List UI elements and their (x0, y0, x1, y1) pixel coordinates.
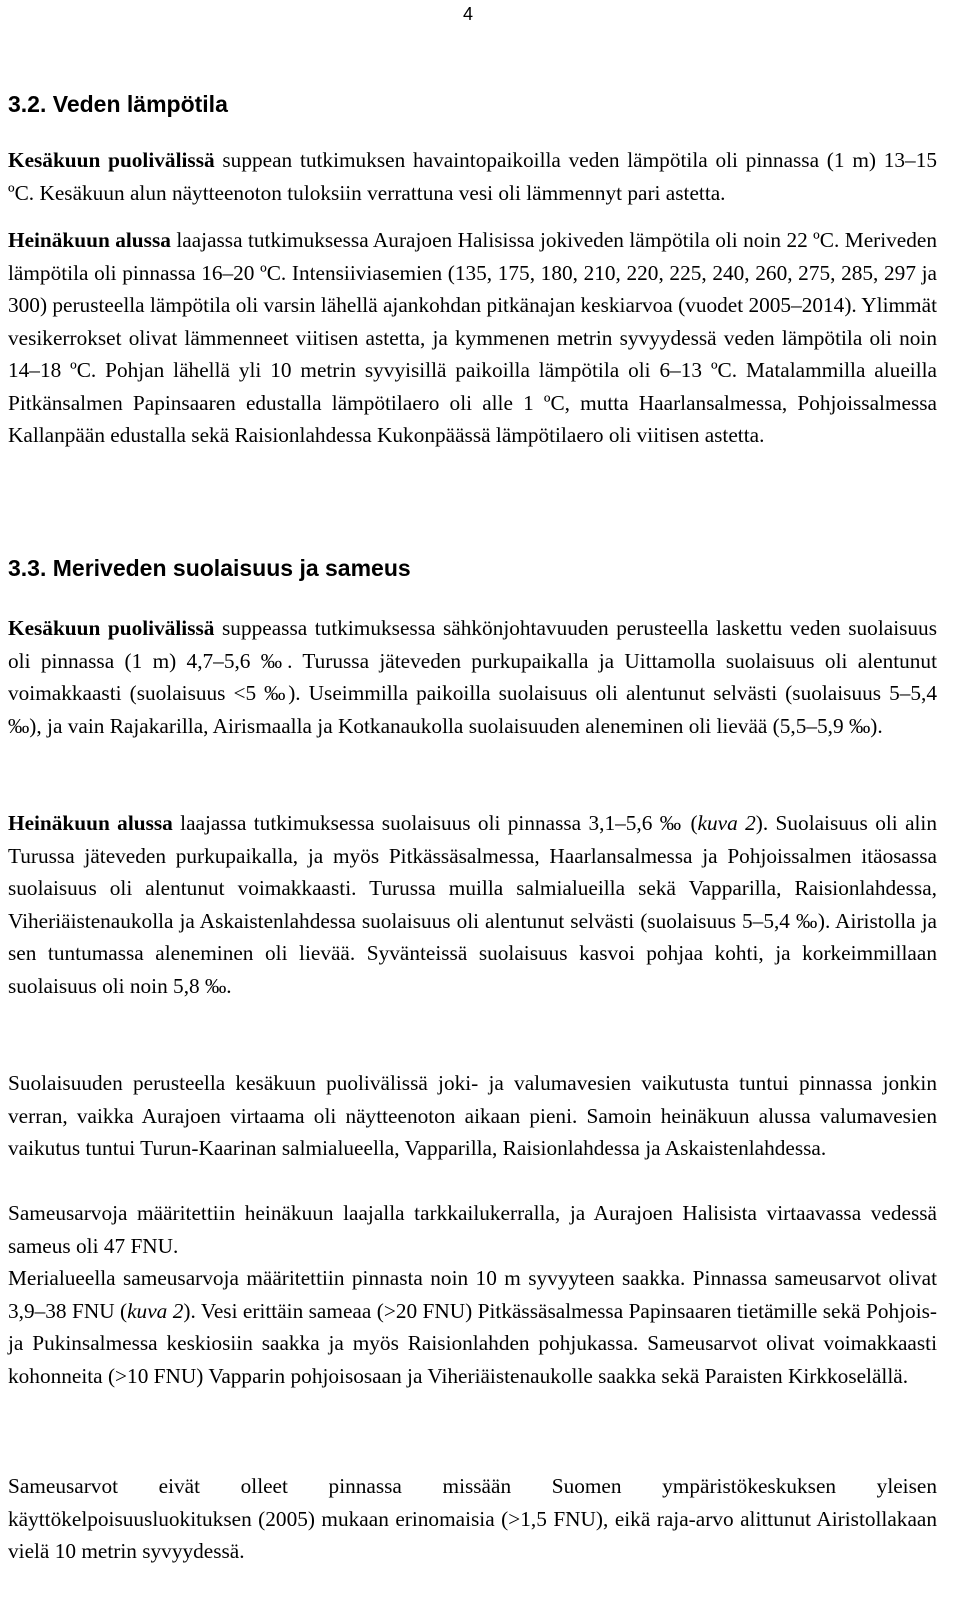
paragraph-june-salinity (8, 612, 937, 742)
page-number: 4 (463, 4, 474, 24)
paragraph-july-salinity (8, 807, 937, 1002)
figure-reference: kuva 2 (697, 811, 756, 835)
paragraph-text: laajassa tutkimuksessa suolaisuus oli pinnassa 3,1–5,6 ‰ ( (172, 811, 698, 835)
paragraph-lead: Kesäkuun puolivälissä (8, 148, 215, 172)
paragraph-text: Merialueella sameusarvoja määritettiin pinnasta noin 10 m syvyyteen saakka. Pinnassa sameusarvot olivat 3,9–38 FNU ( (8, 1266, 937, 1323)
paragraph-text: laajassa tutkimuksessa Aurajoen Halisissa jokiveden lämpötila oli noin 22 ºC. Meriveden lämpötila oli pinnassa 16–20 ºC. Intensiiviasemien (135, 175, 180, 210, 220, 225, 240, 260, 275, 285, 297 ja 300) perusteella lämpötila oli varsin lähellä ajankohdan pitkänajan keskiarvoa (vuodet 2005–2014). Ylimmät vesikerrokset olivat lämmenneet viitisen astetta, ja kymmenen metrin syvyydessä veden lämpötila oli noin 14–18 ºC. Pohjan lähellä yli 10 metrin syvyisillä paikoilla lämpötila oli 6–13 ºC. Matalammilla alueilla Pitkänsalmen Papinsaaren edustalla lämpötilaero oli alle 1 ºC, mutta Haarlansalmessa, Pohjoissalmessa Kallanpään edustalla sekä Raisionlahdessa Kukonpäässä lämpötilaero oli viitisen astetta. (8, 228, 938, 447)
paragraph-turbidity-classification: Sameusarvot eivät olleet pinnassa missään Suomen ympäristökeskuksen yleisen käyttökelpoisuusluokituksen (2005) mukaan erinomaisia (>1,5 FNU), eikä raja-arvo alittunut Airistollakaan vielä 10 metrin syvyydessä. (8, 1474, 937, 1563)
paragraph-text: suppeassa tutkimuksessa sähkönjohtavuuden perusteella laskettu veden suolaisuus oli pinnassa (1 m) 4,7–5,6 ‰. Turussa jäteveden purkupaikalla ja Uittamolla suolaisuus oli alentunut voimakkaasti (suolaisuus <5 ‰). Useimmilla paikoilla suolaisuus oli alentunut selvästi (suolaisuus 5–5,4 ‰), ja vain Rajakarilla, Airismaalla ja Kotkanaukolla suolaisuuden aleneminen oli lievää (5,5–5,9 ‰). (8, 616, 937, 738)
paragraph-june-temperature (8, 144, 937, 209)
paragraph-lead: Heinäkuun alussa (8, 811, 173, 835)
paragraph-lead: Kesäkuun puolivälissä (8, 616, 215, 640)
paragraph-text: ). Suolaisuus oli alin Turussa jäteveden purkupaikalla, ja myös Pitkässäsalmessa, Haarlansalmessa ja Pohjoissalmen itäosassa suolaisuus oli alentunut voimakkaasti. Turussa muilla salmialueilla sekä Vapparilla, Raisionlahdessa, Viheriäistenaukolla ja Askaistenlahdessa suolaisuus oli alentunut selvästi (suolaisuus 5–5,4 ‰). Airistolla ja sen tuntumassa aleneminen oli lievää. Syvänteissä suolaisuus kasvoi pohjaa kohti, ja korkeimmillaan suolaisuus oli noin 5,8 ‰. (8, 811, 937, 998)
section-heading-3-3: 3.3. Meriveden suolaisuus ja sameus (8, 555, 411, 581)
paragraph-runoff-effect: Suolaisuuden perusteella kesäkuun puolivälissä joki- ja valumavesien vaikutusta tuntui pinnassa jonkin verran, vaikka Aurajoen virtaama oli näytteenoton aikaan pieni. Samoin heinäkuun alussa valumavesien vaikutus tuntui Turun-Kaarinan salmialueella, Vapparilla, Raisionlahdessa ja Askaistenlahdessa. (8, 1071, 937, 1160)
paragraph-turbidity-river: Sameusarvoja määritettiin heinäkuun laajalla tarkkailukerralla, ja Aurajoen Halisista virtaavassa vedessä sameus oli 47 FNU. (8, 1201, 937, 1258)
paragraph-july-temperature (8, 224, 937, 452)
paragraph-text: suppean tutkimuksen havaintopaikoilla veden lämpötila oli pinnassa (1 m) 13–15 ºC. Kesäkuun alun näytteenoton tuloksiin verrattuna vesi oli lämmennyt pari astetta. (8, 148, 937, 205)
figure-reference: kuva 2 (127, 1298, 184, 1323)
paragraph-lead: Heinäkuun alussa (8, 228, 171, 252)
paragraph-text: ). Vesi erittäin sameaa (>20 FNU) Pitkässäsalmessa Papinsaaren tietämille sekä Pohjois- ja Pukinsalmessa keskiosiin saakka ja myös Raisionlahden pohjukassa. Sameusarvot olivat voimakkaasti kohonneita (>10 FNU) Vapparin pohjoisosaan ja Viheriäistenaukolle saakka sekä Paraisten Kirkkoselällä. (8, 1298, 937, 1388)
section-heading-3-2: 3.2. Veden lämpötila (8, 91, 228, 117)
paragraph-turbidity-sea (8, 1262, 937, 1392)
